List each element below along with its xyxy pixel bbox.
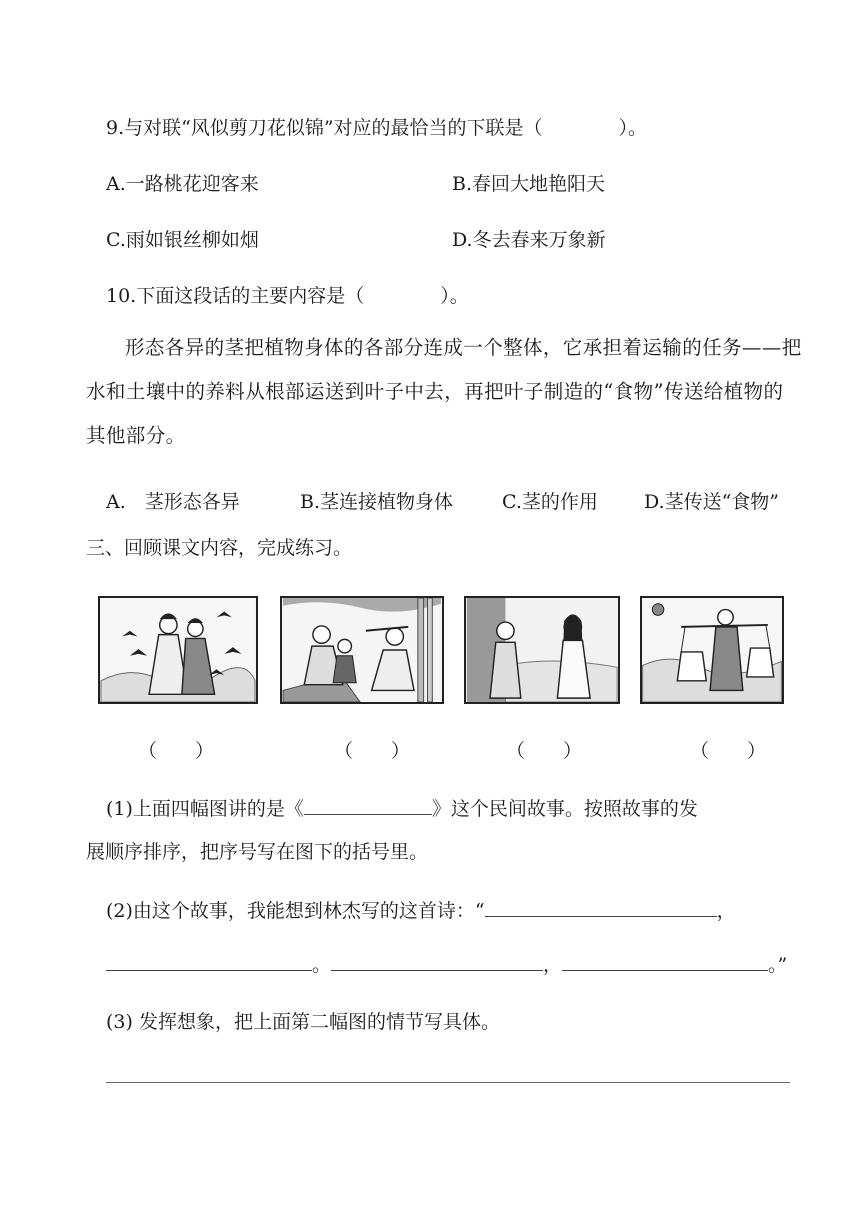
poem-line-4-blank[interactable] — [562, 952, 768, 971]
sub2-text: (2)由这个故事，我能想到林杰写的这首诗：“ — [106, 900, 485, 922]
q9-option-b: B.春回大地艳阳天 — [452, 173, 606, 195]
sub2-line2 — [106, 952, 787, 977]
q10-option-a: A. 茎形态各异 — [106, 491, 240, 513]
q10-option-d: D.茎传送“食物” — [644, 491, 780, 513]
poem-line-1-blank[interactable] — [485, 898, 717, 917]
q9-option-a: A.一路桃花迎客来 — [106, 173, 259, 195]
sub2-end: 。” — [768, 954, 788, 976]
sub1-text-after: 》这个民间故事。按照故事的发 — [431, 798, 698, 820]
story-picture-4 — [640, 596, 784, 704]
q9-stem: 9.与对联“风似剪刀花似锦”对应的最恰当的下联是（ ）。 — [106, 117, 648, 139]
q10-option-b: B.茎连接植物身体 — [300, 491, 454, 513]
story-picture-1-illustration — [100, 598, 256, 702]
section3-title: 三、回顾课文内容，完成练习。 — [86, 537, 353, 559]
story-picture-2-illustration — [282, 598, 442, 702]
sub1-line1 — [106, 796, 698, 821]
picture-2-order-blank[interactable]: （ ） — [334, 740, 411, 762]
sub1-text-before: (1)上面四幅图讲的是《 — [106, 798, 304, 820]
picture-3-order-blank[interactable]: （ ） — [506, 740, 583, 762]
q10-stem: 10.下面这段话的主要内容是（ ）。 — [106, 285, 469, 307]
poem-line-3-blank[interactable] — [331, 952, 543, 971]
story-picture-2 — [280, 596, 444, 704]
picture-4-order-blank[interactable]: （ ） — [690, 740, 767, 762]
q10-passage: 形态各异的茎把植物身体的各部分连成一个整体，它承担着运输的任务——把水和土壤中的养料从根部运送到叶子中去，再把叶子制造的“食物”传送给植物的其他部分。 — [86, 336, 802, 447]
picture-1-order-blank[interactable]: （ ） — [138, 740, 215, 762]
story-picture-3 — [464, 596, 620, 704]
story-picture-3-illustration — [466, 598, 618, 702]
story-title-blank[interactable] — [304, 796, 432, 815]
answer-writing-line[interactable] — [106, 1082, 790, 1083]
story-picture-4-illustration — [642, 598, 782, 702]
sub2-comma2: ， — [543, 954, 563, 976]
sub2-comma: ， — [716, 900, 736, 922]
story-picture-1 — [98, 596, 258, 704]
q9-option-d: D.冬去春来万象新 — [452, 229, 606, 251]
sub2-line1 — [106, 898, 736, 923]
q9-option-c: C.雨如银丝柳如烟 — [106, 229, 259, 251]
sub2-period: 。 — [312, 954, 332, 976]
poem-line-2-blank[interactable] — [106, 952, 312, 971]
sub1-line2: 展顺序排序，把序号写在图下的括号里。 — [86, 841, 429, 863]
q10-option-c: C.茎的作用 — [502, 491, 598, 513]
sub3-prompt: (3) 发挥想象，把上面第二幅图的情节写具体。 — [106, 1011, 500, 1033]
